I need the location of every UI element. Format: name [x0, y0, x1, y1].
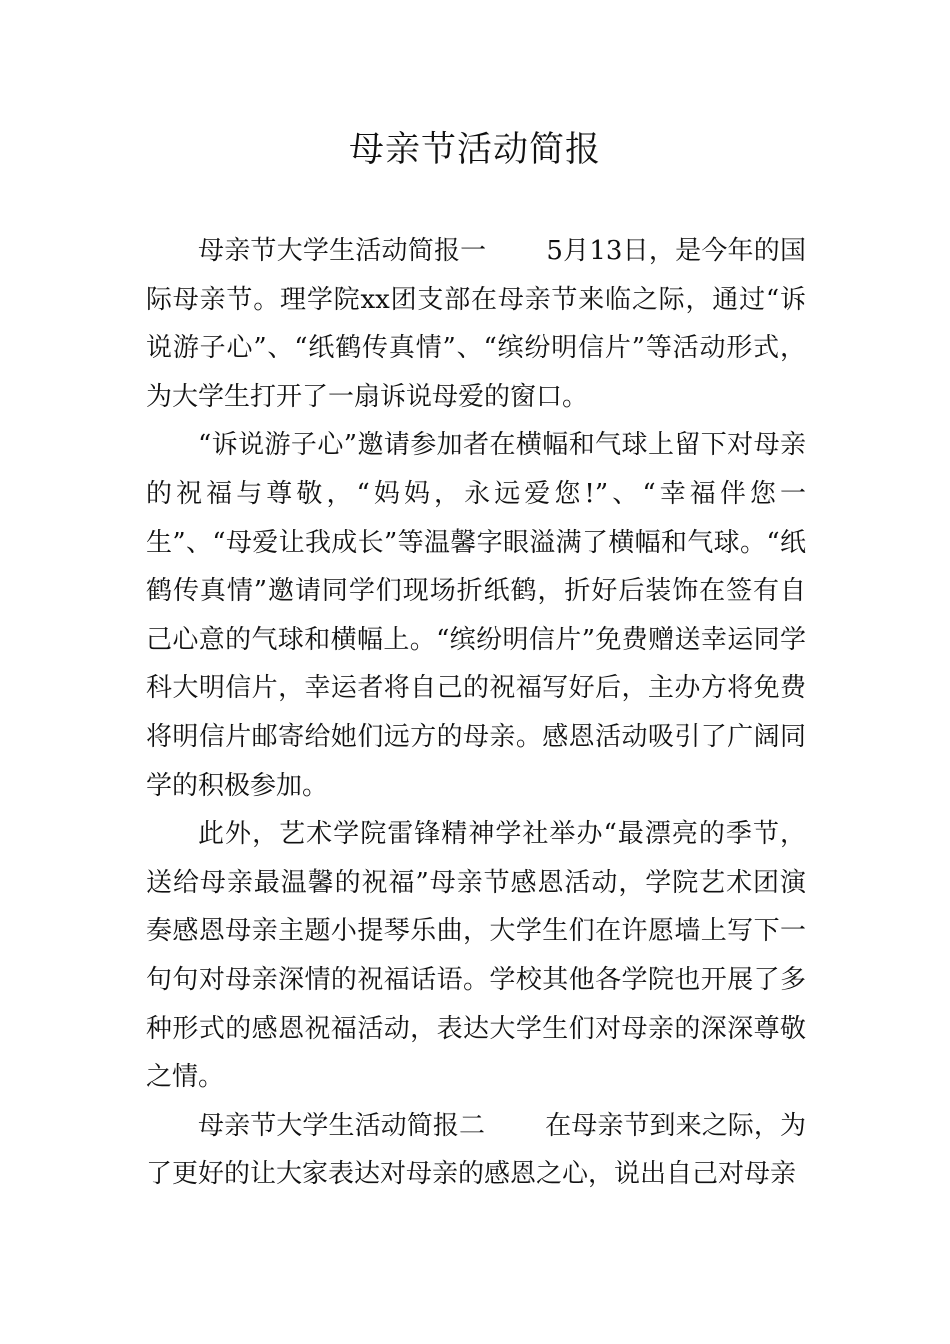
- paragraph-2: [146, 421, 806, 810]
- paragraph-3-text: 此外，艺术学院雷锋精神学社举办“最漂亮的季节，送给母亲最温馨的祝福”母亲节感恩活动，学院艺术团演奏感恩母亲主题小提琴乐曲，大学生们在许愿墙上写下一句句对母亲深情的祝福话语。学校其他各学院也开展了多种形式的感恩祝福活动，表达大学生们对母亲的深深尊敬之情。: [146, 819, 806, 1093]
- paragraph-1: [146, 227, 806, 421]
- paragraph-4-text: 在母亲节到来之际，为了更好的让大家表达对母亲的感恩之心，说出自己对母亲: [146, 1110, 806, 1190]
- paragraph-4-lead: 母亲节大学生活动简报二: [198, 1110, 486, 1141]
- document-body: [146, 227, 806, 1199]
- paragraph-1-text: 5月13日，是今年的国际母亲节。理学院xx团支部在母亲节来临之际，通过“诉说游子心”、“纸鹤传真情”、“缤纷明信片”等活动形式，为大学生打开了一扇诉说母爱的窗口。: [146, 236, 806, 412]
- paragraph-4: [146, 1102, 806, 1199]
- paragraph-2-text: “诉说游子心”邀请参加者在横幅和气球上留下对母亲的祝福与尊敬，“妈妈，永远爱您!”、“幸福伴您一生”、“母爱让我成长”等温馨字眼溢满了横幅和气球。“纸鹤传真情”邀请同学们现场折纸鹤，折好后装饰在签有自己心意的气球和横幅上。“缤纷明信片”免费赠送幸运同学科大明信片，幸运者将自己的祝福写好后，主办方将免费将明信片邮寄给她们远方的母亲。感恩活动吸引了广阔同学的积极参加。: [146, 430, 806, 801]
- paragraph-1-lead: 母亲节大学生活动简报一: [198, 236, 487, 266]
- document-title: 母亲节活动简报: [348, 130, 601, 170]
- paragraph-3: [146, 810, 806, 1102]
